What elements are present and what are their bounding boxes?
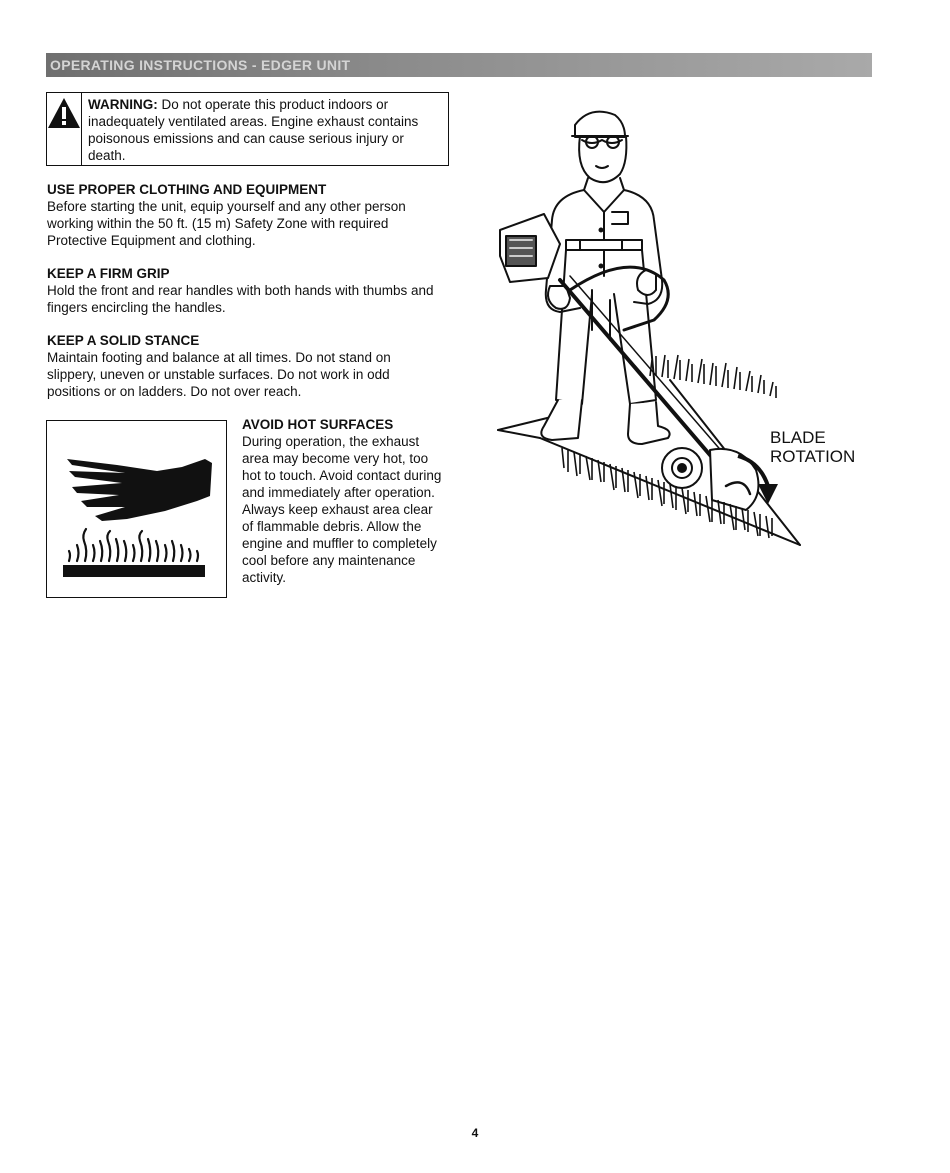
blade-rotation-label — [770, 428, 855, 466]
section-banner: OPERATING INSTRUCTIONS - EDGER UNIT — [46, 53, 872, 77]
hot-surfaces-section — [242, 416, 447, 586]
hot-surface-icon — [47, 421, 225, 596]
hot-surface-box — [46, 420, 227, 598]
page-number: 4 — [471, 1126, 479, 1140]
blade-label-line2: ROTATION — [770, 447, 856, 466]
clothing-body: Before starting the unit, equip yourself and any other person working within the 50 ft. (15 m) Safety Zone with required Protective Equipment and clothing. — [47, 199, 406, 248]
warning-triangle-icon — [47, 97, 81, 129]
warning-text — [82, 93, 448, 165]
clothing-heading: USE PROPER CLOTHING AND EQUIPMENT — [47, 182, 327, 197]
warning-box — [46, 92, 449, 166]
clothing-section — [47, 181, 442, 249]
grip-heading: KEEP A FIRM GRIP — [47, 266, 170, 281]
warning-icon-cell — [47, 93, 82, 165]
grip-body: Hold the front and rear handles with both hands with thumbs and fingers encircling the handles. — [47, 283, 434, 315]
warning-label: WARNING: — [88, 97, 158, 112]
edger-operator-illustration — [470, 90, 890, 580]
stance-body: Maintain footing and balance at all times. Do not stand on slippery, uneven or unstable surfaces. Do not work in odd positions or on ladders. Do not over reach. — [47, 350, 391, 399]
stance-section — [47, 332, 442, 400]
stance-heading: KEEP A SOLID STANCE — [47, 333, 200, 348]
grip-section — [47, 265, 442, 316]
hot-heading: AVOID HOT SURFACES — [242, 417, 394, 432]
hot-body: During operation, the exhaust area may become very hot, too hot to touch. Avoid contact during and immediately after operation. Always keep exhaust area clear of flammable debris. Allow the engine and muffler to completely cool before any maintenance activity. — [242, 434, 442, 585]
warning-message: Do not operate this product indoors or inadequately ventilated areas. Engine exhaust contains poisonous emissions and can cause serious injury or death. — [88, 97, 419, 163]
blade-label-line1: BLADE — [770, 428, 826, 447]
